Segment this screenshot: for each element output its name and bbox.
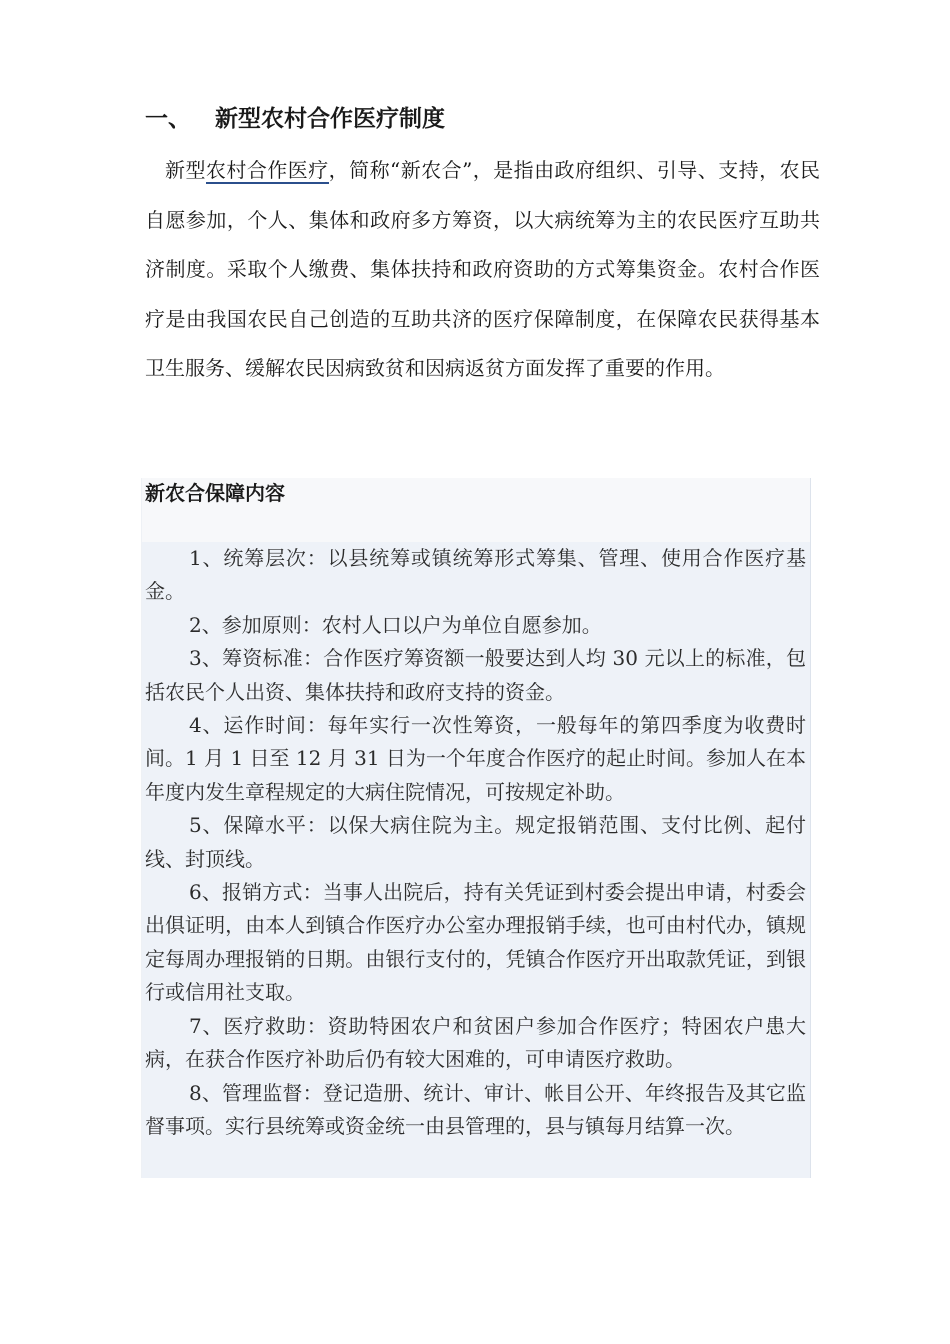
rural-cooperative-medical-link[interactable]: 农村合作医疗 xyxy=(205,158,329,182)
coverage-item-1: 1、统筹层次：以县统筹或镇统筹形式筹集、管理、使用合作医疗基金。 xyxy=(145,546,806,604)
coverage-section xyxy=(141,478,811,1178)
coverage-item-6: 6、报销方式：当事人出院后，持有关凭证到村委会提出申请，村委会出俱证明，由本人到镇合作医疗办公室办理报销手续，也可由村代办，镇规定每周办理报销的日期。由银行支付的，凭镇合作医疗开出取款凭证，到银行或信用社支取。 xyxy=(145,880,806,1005)
coverage-section-title: 新农合保障内容 xyxy=(142,478,810,542)
intro-prefix: 新型 xyxy=(165,158,206,182)
coverage-section-body xyxy=(142,542,810,1178)
coverage-item-5: 5、保障水平：以保大病住院为主。规定报销范围、支付比例、起付线、封顶线。 xyxy=(145,813,806,871)
coverage-item-2: 2、参加原则：农村人口以户为单位自愿参加。 xyxy=(189,612,602,637)
intro-text: ，简称“新农合”，是指由政府组织、引导、支持，农民自愿参加，个人、集体和政府多方筹资，以大病统筹为主的农民医疗互助共济制度。采取个人缴费、集体扶持和政府资助的方式筹集资金。农村合作医疗是由我国农民自己创造的互助共济的医疗保障制度，在保障农民获得基本卫生服务、缓解农民因病致贫和因病返贫方面发挥了重要的作用。 xyxy=(145,158,821,380)
coverage-item-8: 8、管理监督：登记造册、统计、审计、帐目公开、年终报告及其它监督事项。实行县统筹或资金统一由县管理的，县与镇每月结算一次。 xyxy=(145,1080,806,1138)
heading-title: 新型农村合作医疗制度 xyxy=(215,106,445,132)
intro-paragraph xyxy=(145,146,820,394)
heading-number: 一、 xyxy=(145,106,191,132)
section-heading xyxy=(145,102,445,136)
coverage-item-7: 7、医疗救助：资助特困农户和贫困户参加合作医疗；特困农户患大病，在获合作医疗补助后仍有较大困难的，可申请医疗救助。 xyxy=(145,1013,806,1072)
coverage-item-4: 4、运作时间：每年实行一次性筹资，一般每年的第四季度为收费时间。1 月 1 日至 12 月 31 日为一个年度合作医疗的起止时间。参加人在本年度内发生章程规定的大病住院情况，可按规定补助。 xyxy=(145,713,806,804)
coverage-item-3: 3、筹资标准：合作医疗筹资额一般要达到人均 30 元以上的标准，包括农民个人出资、集体扶持和政府支持的资金。 xyxy=(145,646,806,704)
